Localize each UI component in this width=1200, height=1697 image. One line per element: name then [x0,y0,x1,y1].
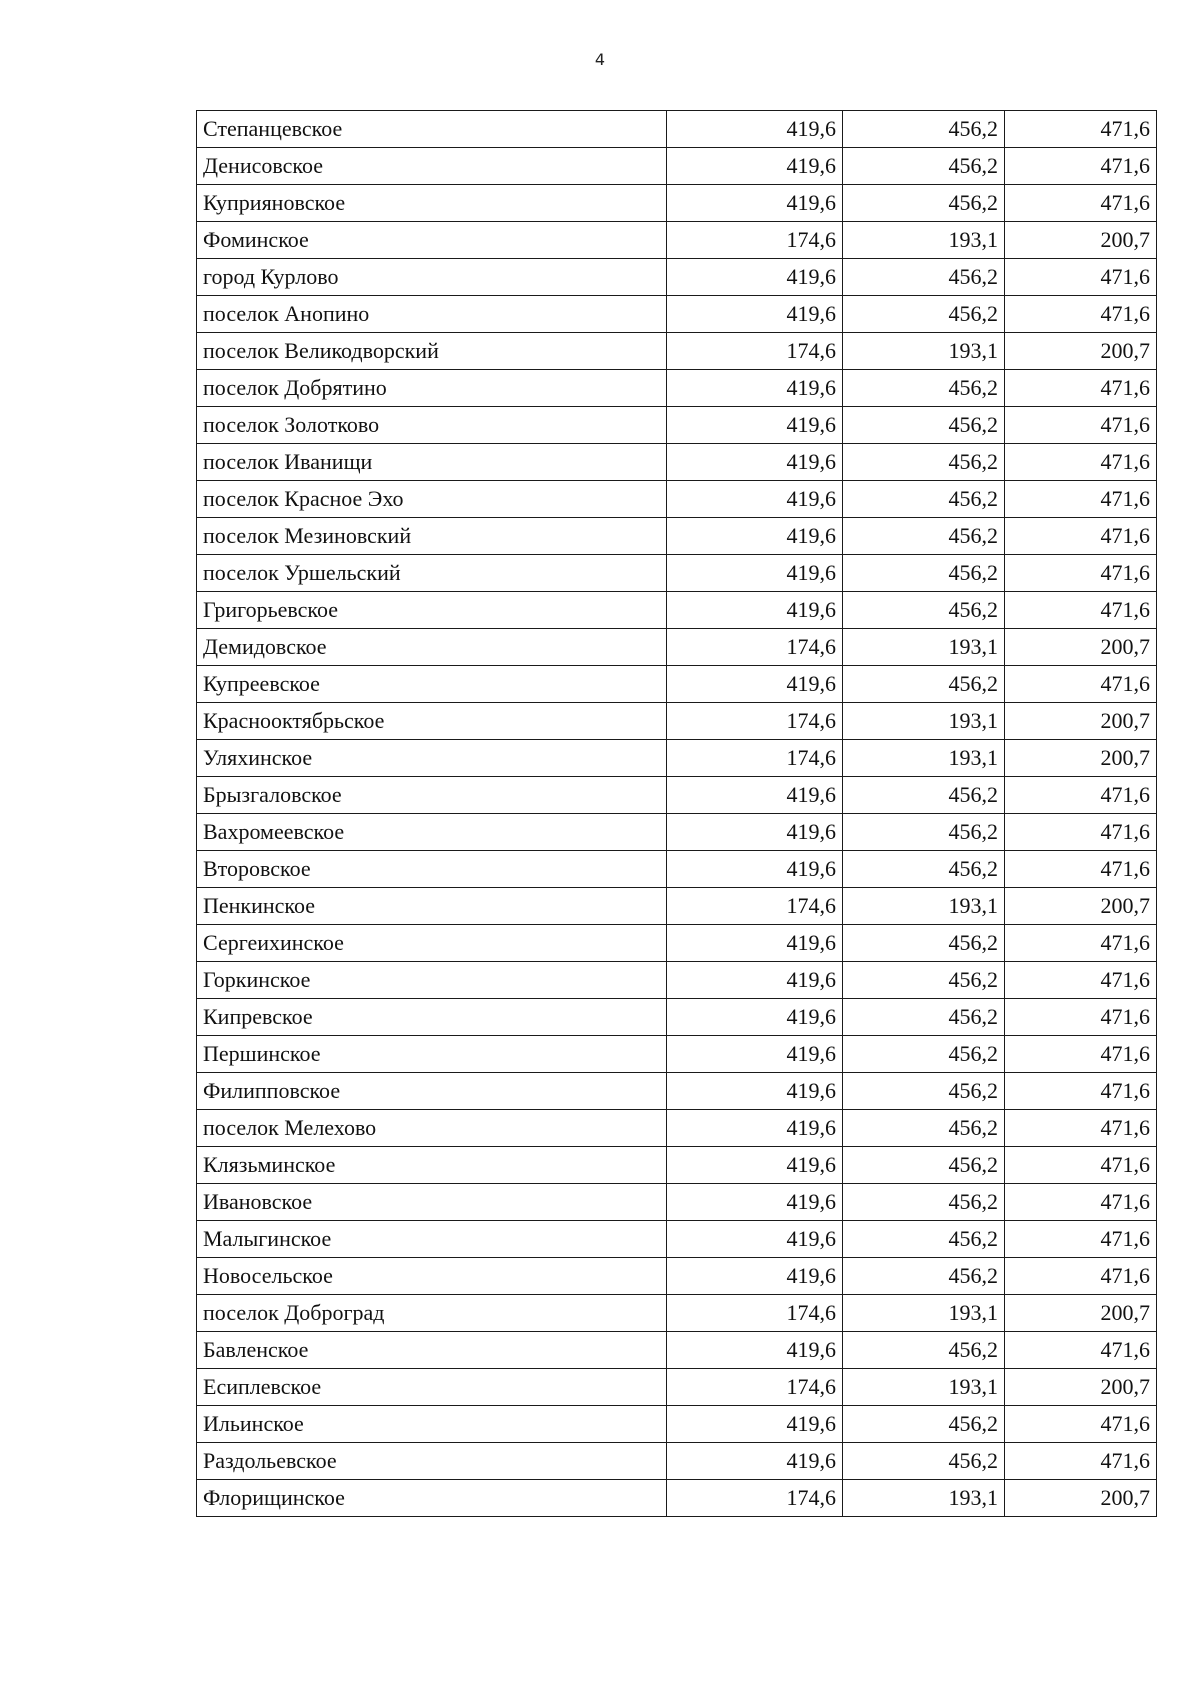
value-cell-1: 419,6 [667,777,843,814]
settlement-name-cell: поселок Иванищи [197,444,667,481]
settlement-name-cell: Краснооктябрьское [197,703,667,740]
value-cell-1: 174,6 [667,703,843,740]
value-cell-3: 471,6 [1005,962,1157,999]
value-cell-3: 471,6 [1005,1110,1157,1147]
table-row [197,259,1157,296]
value-cell-1: 174,6 [667,333,843,370]
value-cell-3: 200,7 [1005,740,1157,777]
table-row [197,333,1157,370]
settlement-name-cell: Фоминское [197,222,667,259]
settlement-name-cell: Раздольевское [197,1443,667,1480]
value-cell-2: 456,2 [843,1110,1005,1147]
value-cell-1: 419,6 [667,814,843,851]
table-row [197,1332,1157,1369]
value-cell-3: 471,6 [1005,296,1157,333]
value-cell-1: 419,6 [667,1221,843,1258]
value-cell-1: 419,6 [667,259,843,296]
table-row [197,592,1157,629]
settlement-name-cell: Пенкинское [197,888,667,925]
settlement-name-cell: Кипревское [197,999,667,1036]
table-row [197,703,1157,740]
value-cell-2: 193,1 [843,333,1005,370]
value-cell-3: 200,7 [1005,629,1157,666]
value-cell-1: 419,6 [667,185,843,222]
value-cell-2: 456,2 [843,1073,1005,1110]
value-cell-1: 174,6 [667,222,843,259]
value-cell-2: 456,2 [843,777,1005,814]
settlement-name-cell: Второвское [197,851,667,888]
value-cell-3: 471,6 [1005,777,1157,814]
settlement-name-cell: Бавленское [197,1332,667,1369]
table-row [197,814,1157,851]
table-row [197,407,1157,444]
value-cell-3: 471,6 [1005,1443,1157,1480]
value-cell-2: 456,2 [843,481,1005,518]
value-cell-3: 471,6 [1005,259,1157,296]
value-cell-2: 193,1 [843,740,1005,777]
value-cell-2: 456,2 [843,259,1005,296]
value-cell-2: 193,1 [843,1295,1005,1332]
settlement-name-cell: Ильинское [197,1406,667,1443]
table-row [197,1258,1157,1295]
settlement-name-cell: поселок Золотково [197,407,667,444]
table-row [197,111,1157,148]
value-cell-3: 471,6 [1005,185,1157,222]
value-cell-1: 419,6 [667,1258,843,1295]
value-cell-1: 419,6 [667,407,843,444]
value-cell-1: 419,6 [667,370,843,407]
value-cell-3: 471,6 [1005,1258,1157,1295]
settlement-name-cell: Першинское [197,1036,667,1073]
value-cell-2: 456,2 [843,592,1005,629]
table-row [197,925,1157,962]
value-cell-3: 471,6 [1005,148,1157,185]
value-cell-2: 456,2 [843,1036,1005,1073]
value-cell-1: 419,6 [667,555,843,592]
value-cell-2: 456,2 [843,185,1005,222]
value-cell-1: 419,6 [667,1406,843,1443]
value-cell-3: 471,6 [1005,1147,1157,1184]
value-cell-1: 419,6 [667,481,843,518]
value-cell-1: 419,6 [667,111,843,148]
value-cell-2: 456,2 [843,1184,1005,1221]
value-cell-1: 419,6 [667,1036,843,1073]
value-cell-2: 193,1 [843,222,1005,259]
value-cell-1: 419,6 [667,666,843,703]
value-cell-3: 200,7 [1005,703,1157,740]
value-cell-2: 456,2 [843,1332,1005,1369]
value-cell-2: 456,2 [843,370,1005,407]
value-cell-1: 419,6 [667,296,843,333]
settlement-name-cell: поселок Великодворский [197,333,667,370]
page-number: 4 [594,50,606,69]
settlement-name-cell: Григорьевское [197,592,667,629]
value-cell-2: 456,2 [843,407,1005,444]
settlement-name-cell: поселок Анопино [197,296,667,333]
value-cell-2: 193,1 [843,1480,1005,1517]
table-row [197,518,1157,555]
table-row [197,481,1157,518]
value-cell-3: 471,6 [1005,925,1157,962]
value-cell-2: 456,2 [843,1221,1005,1258]
value-cell-1: 174,6 [667,629,843,666]
value-cell-3: 471,6 [1005,370,1157,407]
table-row [197,1147,1157,1184]
value-cell-2: 456,2 [843,666,1005,703]
value-cell-1: 419,6 [667,999,843,1036]
settlement-name-cell: поселок Добрятино [197,370,667,407]
value-cell-2: 456,2 [843,1443,1005,1480]
settlement-name-cell: Есиплевское [197,1369,667,1406]
table-row [197,444,1157,481]
value-cell-2: 456,2 [843,925,1005,962]
value-cell-1: 419,6 [667,1147,843,1184]
table-row [197,1369,1157,1406]
value-cell-1: 419,6 [667,1443,843,1480]
value-cell-1: 174,6 [667,1369,843,1406]
table-row [197,1073,1157,1110]
table-row [197,1221,1157,1258]
value-cell-2: 456,2 [843,518,1005,555]
settlement-name-cell: поселок Доброград [197,1295,667,1332]
value-cell-2: 456,2 [843,555,1005,592]
table-row [197,1036,1157,1073]
value-cell-1: 174,6 [667,888,843,925]
settlement-name-cell: поселок Мелехово [197,1110,667,1147]
settlement-name-cell: Вахромеевское [197,814,667,851]
value-cell-2: 456,2 [843,444,1005,481]
table-row [197,1184,1157,1221]
value-cell-1: 419,6 [667,925,843,962]
table-row [197,370,1157,407]
value-cell-2: 456,2 [843,1406,1005,1443]
value-cell-3: 471,6 [1005,555,1157,592]
table-row [197,1406,1157,1443]
value-cell-3: 471,6 [1005,444,1157,481]
value-cell-2: 193,1 [843,1369,1005,1406]
value-cell-2: 193,1 [843,703,1005,740]
value-cell-3: 471,6 [1005,1184,1157,1221]
value-cell-1: 419,6 [667,444,843,481]
table-row [197,1295,1157,1332]
value-cell-1: 419,6 [667,1184,843,1221]
settlement-name-cell: Малыгинское [197,1221,667,1258]
settlement-name-cell: Степанцевское [197,111,667,148]
value-cell-3: 471,6 [1005,1332,1157,1369]
value-cell-3: 200,7 [1005,888,1157,925]
value-cell-3: 200,7 [1005,1295,1157,1332]
value-cell-3: 471,6 [1005,1221,1157,1258]
value-cell-2: 456,2 [843,148,1005,185]
value-cell-2: 456,2 [843,851,1005,888]
value-cell-1: 174,6 [667,740,843,777]
value-cell-3: 471,6 [1005,814,1157,851]
value-cell-2: 456,2 [843,296,1005,333]
value-cell-3: 200,7 [1005,333,1157,370]
settlement-name-cell: поселок Уршельский [197,555,667,592]
table-body [197,111,1157,1517]
value-cell-2: 193,1 [843,888,1005,925]
settlement-name-cell: Купреевское [197,666,667,703]
settlement-name-cell: Сергеихинское [197,925,667,962]
value-cell-1: 174,6 [667,1480,843,1517]
settlement-name-cell: Клязьминское [197,1147,667,1184]
value-cell-3: 200,7 [1005,1369,1157,1406]
table-row [197,888,1157,925]
value-cell-1: 419,6 [667,851,843,888]
value-cell-3: 471,6 [1005,1406,1157,1443]
value-cell-3: 471,6 [1005,518,1157,555]
value-cell-3: 471,6 [1005,999,1157,1036]
table-row [197,777,1157,814]
table-row [197,296,1157,333]
settlement-name-cell: Денисовское [197,148,667,185]
value-cell-3: 200,7 [1005,222,1157,259]
table-row [197,222,1157,259]
value-cell-3: 200,7 [1005,1480,1157,1517]
value-cell-3: 471,6 [1005,481,1157,518]
value-cell-1: 419,6 [667,1073,843,1110]
table-row [197,1480,1157,1517]
table-row [197,666,1157,703]
settlement-name-cell: Ивановское [197,1184,667,1221]
table-row [197,555,1157,592]
value-cell-1: 419,6 [667,592,843,629]
table-row [197,999,1157,1036]
settlement-name-cell: город Курлово [197,259,667,296]
settlement-name-cell: поселок Красное Эхо [197,481,667,518]
value-cell-1: 419,6 [667,1332,843,1369]
value-cell-3: 471,6 [1005,407,1157,444]
settlement-name-cell: поселок Мезиновский [197,518,667,555]
value-cell-2: 456,2 [843,999,1005,1036]
table-row [197,1443,1157,1480]
tariff-table [196,110,1157,1517]
value-cell-3: 471,6 [1005,1073,1157,1110]
settlement-name-cell: Куприяновское [197,185,667,222]
value-cell-2: 456,2 [843,1258,1005,1295]
value-cell-2: 456,2 [843,962,1005,999]
settlement-name-cell: Уляхинское [197,740,667,777]
value-cell-2: 193,1 [843,629,1005,666]
settlement-name-cell: Брызгаловское [197,777,667,814]
table-row [197,629,1157,666]
value-cell-2: 456,2 [843,814,1005,851]
table-row [197,1110,1157,1147]
table-row [197,148,1157,185]
table-row [197,851,1157,888]
settlement-name-cell: Флорищинское [197,1480,667,1517]
settlement-name-cell: Демидовское [197,629,667,666]
table-row [197,185,1157,222]
value-cell-1: 419,6 [667,962,843,999]
value-cell-2: 456,2 [843,1147,1005,1184]
value-cell-1: 174,6 [667,1295,843,1332]
table-row [197,740,1157,777]
value-cell-3: 471,6 [1005,851,1157,888]
value-cell-1: 419,6 [667,148,843,185]
settlement-name-cell: Горкинское [197,962,667,999]
value-cell-3: 471,6 [1005,666,1157,703]
value-cell-2: 456,2 [843,111,1005,148]
value-cell-3: 471,6 [1005,592,1157,629]
value-cell-1: 419,6 [667,518,843,555]
value-cell-3: 471,6 [1005,1036,1157,1073]
settlement-name-cell: Филипповское [197,1073,667,1110]
table-row [197,962,1157,999]
value-cell-3: 471,6 [1005,111,1157,148]
value-cell-1: 419,6 [667,1110,843,1147]
settlement-name-cell: Новосельское [197,1258,667,1295]
